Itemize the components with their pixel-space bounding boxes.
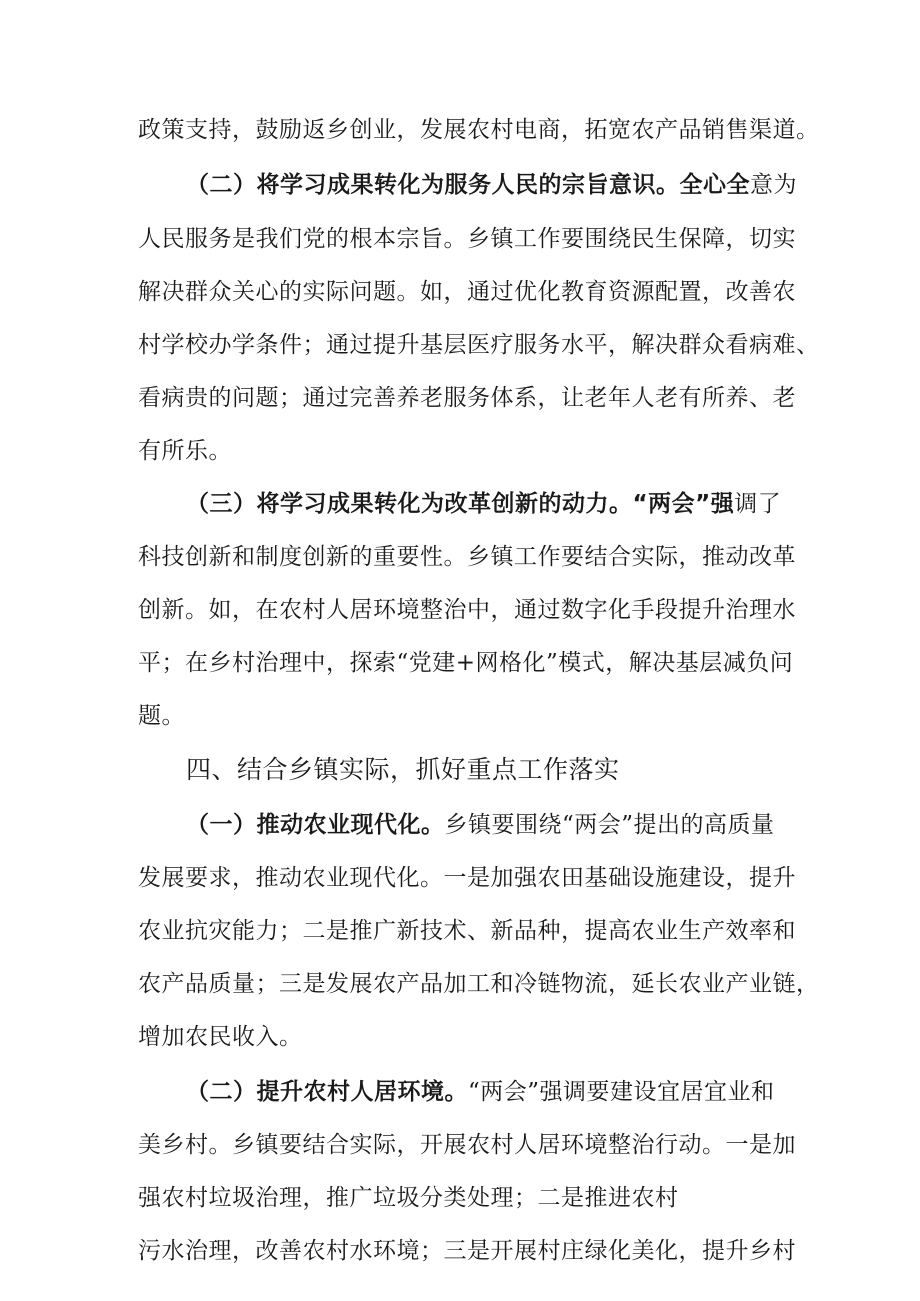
body-text: 意为 [750, 172, 797, 198]
bold-lead: （三）将学习成果转化为改革创新的动力。“两会”强 [186, 491, 735, 517]
paragraph-first-line [186, 810, 775, 840]
paragraph-first-line [186, 170, 797, 200]
body-line: 看病贵的问题；通过完善养老服务体系，让老年人老有所养、老 [138, 385, 796, 411]
body-line: 解决群众关心的实际问题。如，通过优化教育资源配置，改善农 [138, 279, 796, 305]
paragraph-first-line [186, 489, 781, 519]
body-line: 污水治理，改善农村水环境；三是开展村庄绿化美化，提升乡村 [138, 1238, 796, 1264]
body-line: 科技创新和制度创新的重要性。乡镇工作要结合实际，推动改革 [138, 544, 796, 570]
body-line: 政策支持，鼓励返乡创业，发展农村电商，拓宽农产品销售渠道。 [138, 117, 820, 143]
body-line: 发展要求，推动农业现代化。一是加强农田基础设施建设，提升 [138, 865, 796, 891]
bold-lead: （一）推动农业现代化。 [186, 812, 445, 838]
bold-lead: （二）提升农村人居环境。 [186, 1079, 468, 1105]
body-line: 题。 [138, 703, 185, 729]
paragraph-first-line [186, 1077, 775, 1107]
body-line: 村学校办学条件；通过提升基层医疗服务水平，解决群众看病难、 [138, 332, 820, 358]
body-line: 有所乐。 [138, 438, 232, 464]
body-line: 增加农民收入。 [138, 1024, 303, 1050]
body-line: 农业抗灾能力；二是推广新技术、新品种，提高农业生产效率和 [138, 918, 796, 944]
body-text: 乡镇要围绕“两会”提出的高质量 [444, 812, 775, 838]
body-line: 农产品质量；三是发展农产品加工和冷链物流，延长农业产业链， [138, 971, 820, 997]
body-text: 调了 [734, 491, 782, 517]
body-line: 平；在乡村治理中，探索“党建+网格化”模式，解决基层减负问 [138, 650, 794, 676]
body-line: 强农村垃圾治理，推广垃圾分类处理；二是推进农村 [138, 1185, 679, 1211]
body-line: 美乡村。乡镇要结合实际，开展农村人居环境整治行动。一是加 [138, 1132, 796, 1158]
body-line: 创新。如，在农村人居环境整治中，通过数字化手段提升治理水 [138, 597, 796, 623]
bold-lead: （二）将学习成果转化为服务人民的宗旨意识。全心全 [186, 172, 750, 198]
body-line: 人民服务是我们党的根本宗旨。乡镇工作要围绕民生保障，切实 [138, 226, 796, 252]
body-text: “两会”强调要建设宜居宜业和 [468, 1079, 775, 1105]
section-heading: 四、结合乡镇实际，抓好重点工作落实 [186, 755, 620, 784]
